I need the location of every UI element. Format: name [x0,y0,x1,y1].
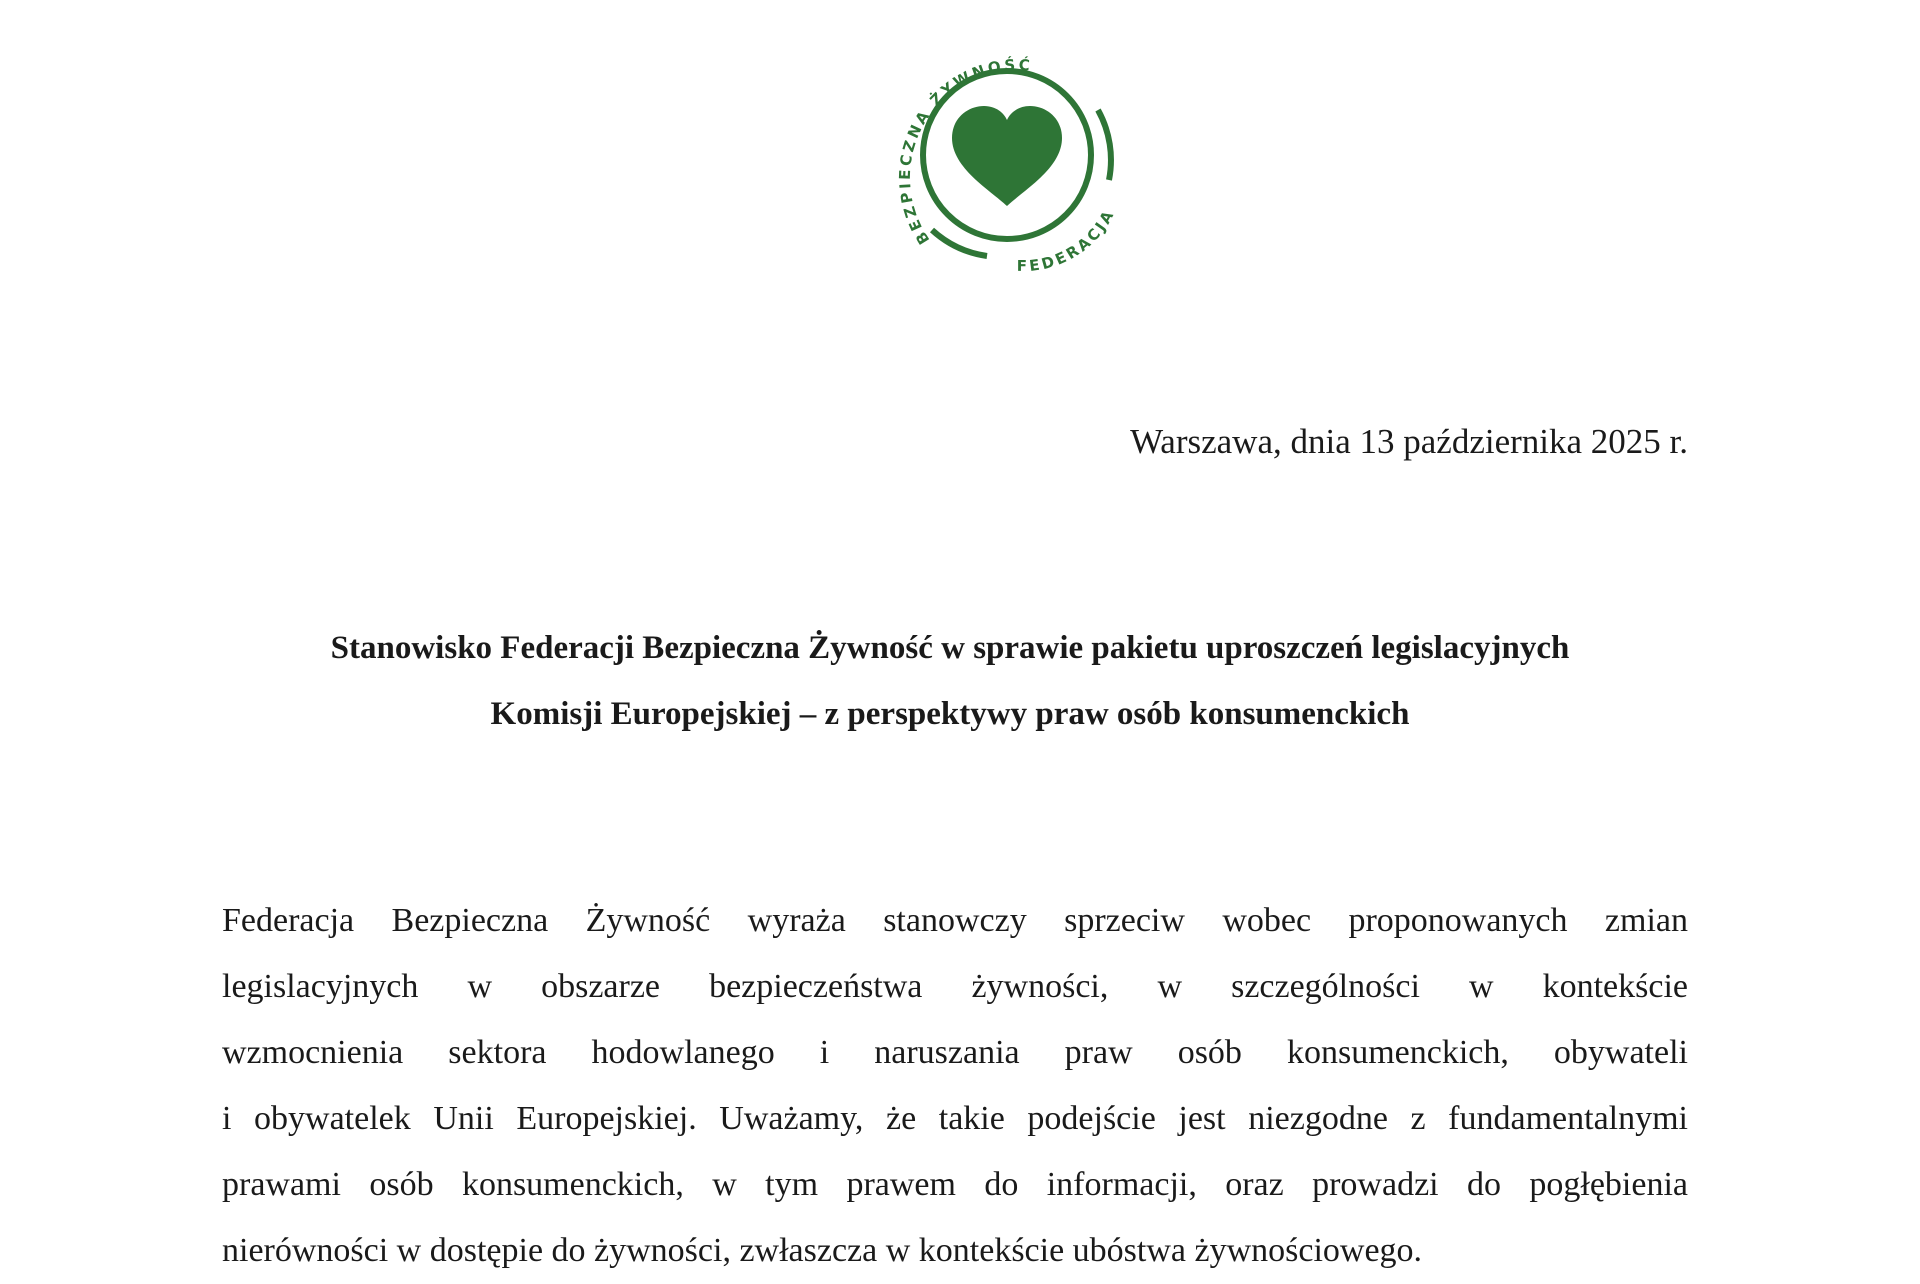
paragraph-line: nierówności w dostępie do żywności, zwłaszcza w kontekście ubóstwa żywnościowego. [222,1232,1423,1269]
paragraph-line: wzmocnienia sektora hodowlanego i naruszania praw osób konsumenckich, obywateli [222,1034,1688,1071]
federation-logo [880,30,1140,290]
paragraph-line: prawami osób konsumenckich, w tym prawem do informacji, oraz prowadzi do pogłębienia [222,1166,1688,1203]
paragraph-line: Federacja Bezpieczna Żywność wyraża stanowczy sprzeciw wobec proponowanych zmian [222,902,1688,939]
place-and-date: Warszawa, dnia 13 października 2025 r. [1130,422,1688,461]
document-title [200,615,1700,747]
logo-top-text: BEZPIECZNA ŻYWNOŚĆ [895,55,1034,248]
logo-outer-arc-right [1098,110,1111,180]
logo-emblem [880,30,1140,290]
heart-icon [952,106,1062,206]
logo-bottom-text: FEDERACJA [1016,205,1119,275]
title-line-1: Stanowisko Federacji Bezpieczna Żywność w sprawie pakietu uproszczeń legislacyjnych [330,630,1570,666]
paragraph-line: i obywatelek Unii Europejskiej. Uważamy, że takie podejście jest niezgodne z fundamentalnymi [222,1100,1688,1137]
body-paragraph [222,888,1688,1284]
paragraph-line: legislacyjnych w obszarze bezpieczeństwa żywności, w szczególności w kontekście [222,968,1688,1005]
title-line-2: Komisji Europejskiej – z perspektywy praw osób konsumenckich [490,696,1410,732]
